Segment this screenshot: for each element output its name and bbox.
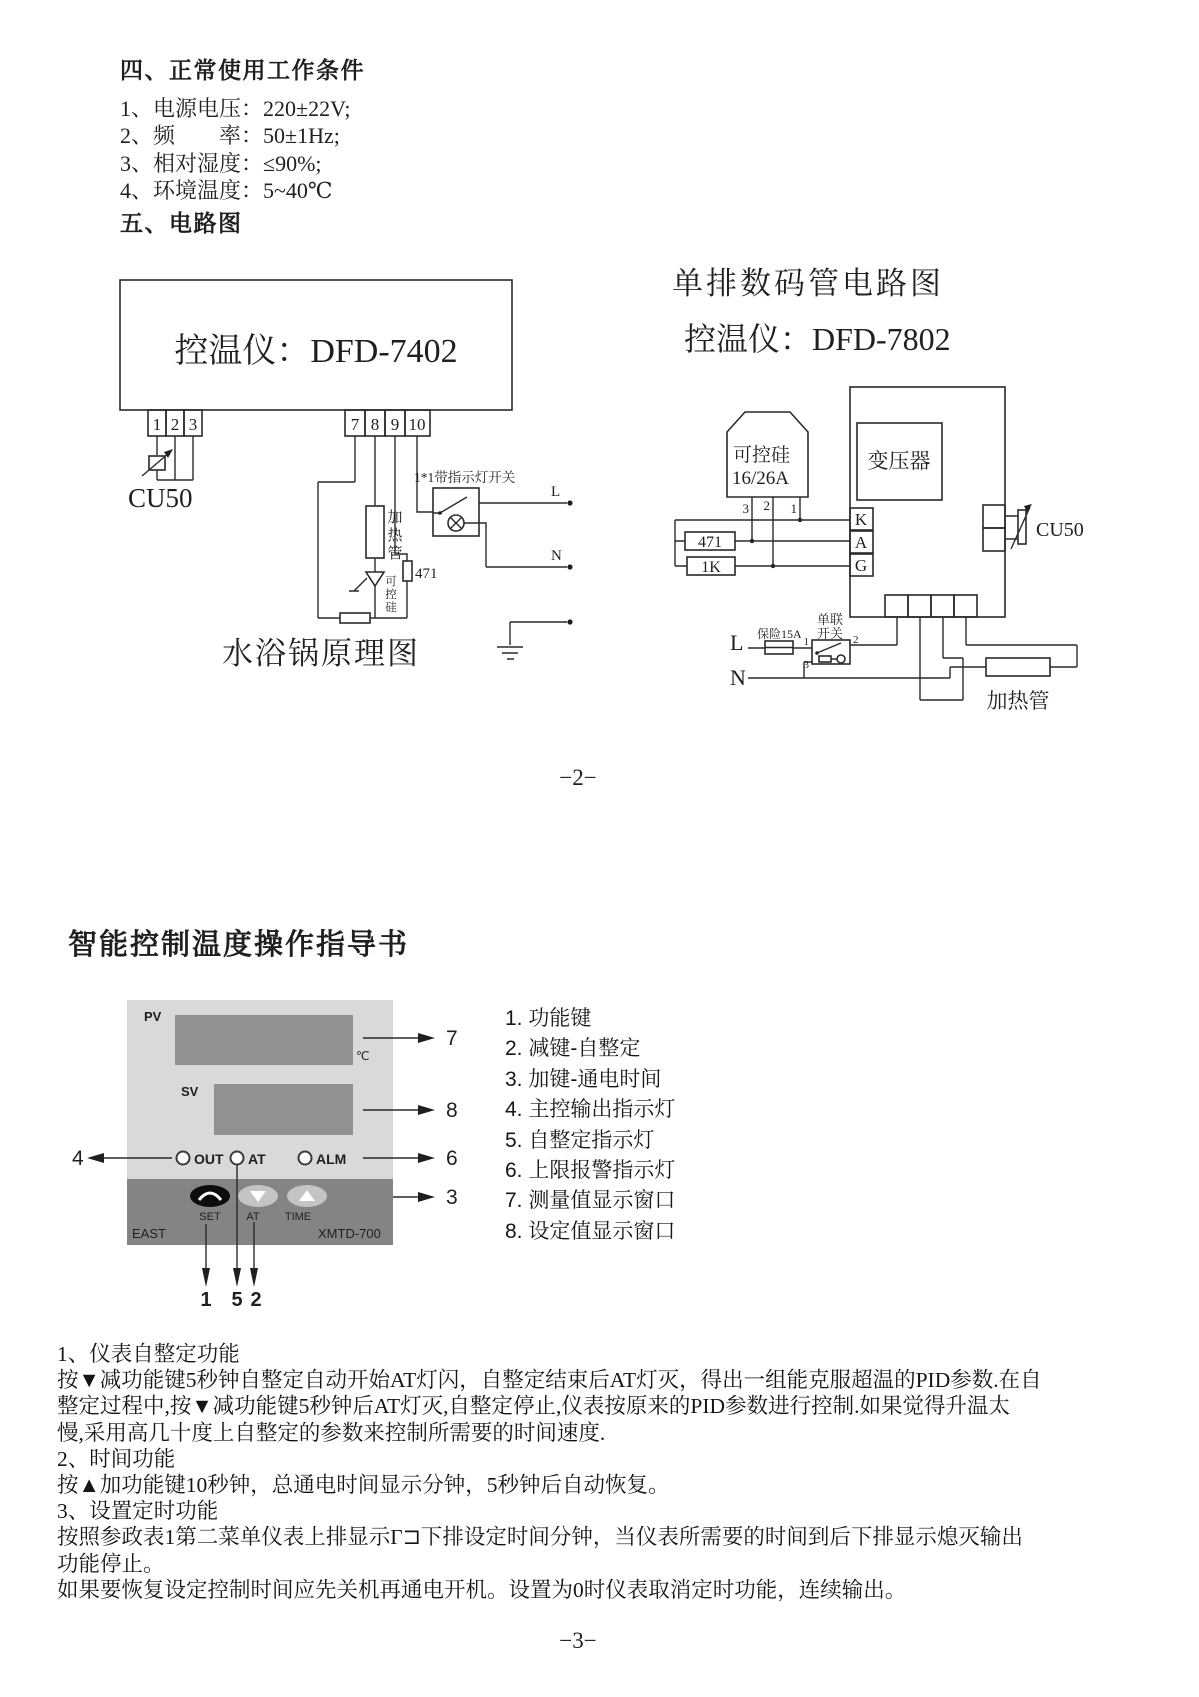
switch-terminal-1: 1 (803, 636, 809, 648)
pv-display (175, 1015, 353, 1065)
at-button-label: AT (246, 1211, 260, 1223)
callout-7: 7 (446, 1027, 458, 1050)
instructions-text (57, 1337, 1042, 1602)
terminal-K: K (854, 510, 868, 529)
body-line-9: 功能停止。 (57, 1551, 165, 1576)
scr-terminal-3: 3 (742, 501, 749, 516)
sensor-label: CU50 (128, 483, 193, 513)
alm-indicator-lamp (299, 1152, 312, 1165)
resistor-471-label: 471 (415, 566, 438, 582)
scr-terminal-2: 2 (763, 498, 770, 513)
out-indicator-lamp (177, 1152, 190, 1165)
terminal-2: 2 (170, 415, 180, 434)
body-line-3: 整定过程中,按▼减功能键5秒钟后AT灯灭,自整定停止,仪表按原来的PID参数进行控制.如果觉得升温太 (57, 1394, 1010, 1419)
operating-conditions-list (120, 92, 350, 201)
set-button-label: SET (199, 1211, 221, 1223)
scr-char-2: 控 (385, 589, 397, 601)
callout-6: 6 (446, 1147, 458, 1170)
legend-item-7: 7. 测量值显示窗口 (505, 1189, 676, 1213)
xmtd700-panel-figure (60, 990, 490, 1320)
thermistor-symbol (1018, 510, 1026, 544)
pv-label: PV (144, 1009, 162, 1024)
resistor-471 (403, 561, 412, 581)
controller-box-7802 (850, 387, 1005, 617)
heater-char-1: 加 (387, 510, 403, 526)
line-L-label: L (730, 630, 744, 655)
controller-label-7802: 控温仪：DFD-7802 (684, 321, 951, 357)
dfd7802-circuit-diagram (620, 355, 1198, 727)
at-indicator-lamp (231, 1152, 244, 1165)
right-diagram-title: 单排数码管电路图 (672, 266, 944, 301)
alm-label: ALM (316, 1151, 347, 1167)
terminal-9: 9 (390, 415, 400, 434)
scr-char-1: 可 (385, 576, 397, 588)
terminal-A: A (854, 533, 868, 552)
resistor-symbol (340, 613, 370, 623)
scr-char-3: 硅 (385, 602, 397, 614)
legend-item-5: 5. 自整定指示灯 (505, 1128, 655, 1152)
celsius-label: ℃ (356, 1049, 370, 1063)
time-button-label: TIME (284, 1211, 312, 1223)
line-N-label: N (730, 665, 746, 690)
scr-symbol (366, 572, 384, 586)
terminal-G: G (854, 556, 868, 575)
condition-frequency: 2、频 率：50±1Hz; (120, 123, 340, 149)
page-number-3: −3− (559, 1628, 597, 1653)
legend-item-3: 3. 加键-通电时间 (505, 1067, 662, 1091)
legend-item-1: 1. 功能键 (505, 1007, 592, 1030)
condition-voltage: 1、电源电压：220±22V; (120, 96, 351, 121)
callout-4: 4 (72, 1147, 84, 1170)
scr-rating: 16/26A (732, 468, 789, 489)
page-number-2: −2− (559, 765, 597, 790)
sensor-label: CU50 (1036, 519, 1084, 541)
legend-item-2: 2. 减键-自整定 (505, 1037, 641, 1061)
section5-heading: 五、电路图 (120, 210, 243, 236)
body-line-10: 如果要恢复设定控制时间应先关机再通电开机。设置为0时仪表取消定时功能，连续输出。 (57, 1577, 907, 1602)
sv-display (214, 1084, 353, 1135)
callout-8: 8 (446, 1099, 458, 1122)
switch-terminal-2: 2 (853, 634, 859, 646)
callout-3: 3 (446, 1186, 458, 1209)
set-button (190, 1185, 230, 1207)
out-label: OUT (194, 1151, 224, 1167)
page3-title: 智能控制温度操作指导书 (68, 929, 410, 961)
fuse-label: 保险15A (757, 627, 802, 641)
callout-2: 2 (250, 1289, 262, 1311)
terminal-8: 8 (370, 415, 380, 434)
controller-label-7402: 控温仪：DFD-7402 (174, 333, 458, 370)
line-N-label: N (551, 548, 562, 564)
heater-char-3: 管 (387, 546, 403, 562)
model-label: XMTD-700 (318, 1226, 381, 1241)
brand-label: EAST (132, 1226, 166, 1241)
switch-label: 1*1带指示灯开关 (414, 470, 516, 485)
heater-label: 加热管 (986, 689, 1050, 713)
condition-humidity: 3、相对湿度：≤90%; (120, 150, 322, 176)
panel-legend-list (505, 1002, 675, 1245)
heater-symbol (986, 658, 1050, 676)
terminal-10: 10 (408, 415, 426, 434)
callout-1: 1 (200, 1289, 212, 1311)
body-line-8: 按照参政表1第二菜单仪表上排显示Γ⊐下排设定时间分钟，当仪表所需要的时间到后下排显示熄灭输出 (57, 1525, 1023, 1550)
terminal-1: 1 (152, 415, 162, 434)
resistor-471-label: 471 (698, 534, 722, 551)
scr-name: 可控硅 (733, 445, 791, 466)
neon-lamp-symbol (837, 655, 845, 663)
legend-item-6: 6. 上限报警指示灯 (505, 1158, 676, 1182)
condition-temp: 4、环境温度：5~40℃ (120, 177, 333, 203)
sv-label: SV (181, 1084, 199, 1099)
body-line-6: 按▲加功能键10秒钟，总通电时间显示分钟，5秒钟后自动恢复。 (57, 1472, 670, 1497)
at-label: AT (248, 1151, 266, 1167)
line-L-label: L (551, 484, 561, 500)
switch-terminal-3: 3 (803, 659, 809, 671)
left-diagram-caption: 水浴锅原理图 (222, 636, 420, 671)
body-line-2: 按▼减功能键5秒钟自整定自动开始AT灯闪，自整定结束后AT灯灭，得出一组能克服超温的PID参数.在自 (57, 1368, 1042, 1393)
section4-heading: 四、正常使用工作条件 (120, 57, 365, 83)
terminal-3: 3 (188, 415, 198, 434)
resistor-1k-label: 1K (701, 559, 721, 576)
heater-symbol (366, 506, 384, 558)
callout-5: 5 (231, 1289, 243, 1311)
legend-item-4: 4. 主控输出指示灯 (505, 1098, 676, 1122)
body-line-1: 1、仪表自整定功能 (57, 1342, 240, 1366)
switch-label-1: 单联 (817, 612, 844, 627)
scr-terminal-1: 1 (790, 501, 797, 516)
body-line-5: 2、时间功能 (57, 1446, 176, 1471)
body-line-4: 慢,采用高几十度上自整定的参数来控制所需要的时间速度. (57, 1420, 606, 1445)
terminal-7: 7 (350, 415, 360, 434)
ground-symbol (497, 622, 567, 659)
heater-char-2: 热 (387, 528, 403, 544)
body-line-7: 3、设置定时功能 (57, 1499, 219, 1524)
legend-item-8: 8. 设定值显示窗口 (505, 1219, 676, 1243)
transformer-label: 变压器 (867, 449, 931, 473)
switch-label-2: 开关 (817, 626, 844, 641)
